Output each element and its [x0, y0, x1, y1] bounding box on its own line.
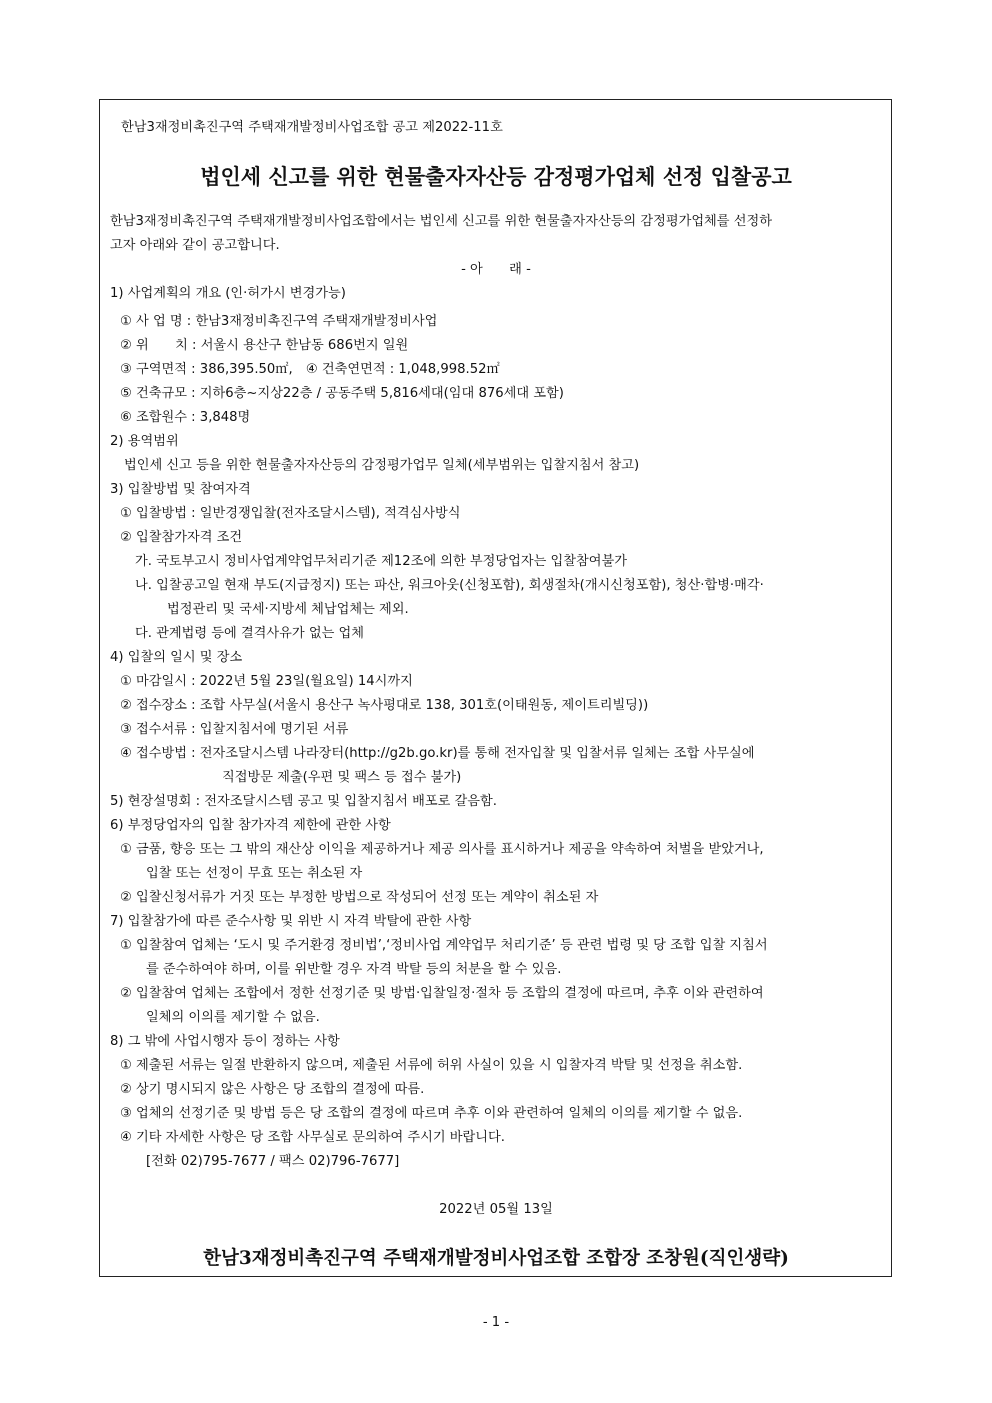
member-count: ⑥ 조합원수 : 3,848명	[120, 410, 251, 425]
project-name: ① 사 업 명 : 한남3재정비촉진구역 주택재개발정비사업	[120, 314, 438, 329]
qualification-c: 다. 관계법령 등에 결격사유가 없는 업체	[135, 626, 364, 641]
submission-method-line-2: 직접방문 제출(우편 및 팩스 등 접수 불가)	[222, 770, 462, 785]
bid-qualification: ② 입찰참가자격 조건	[120, 530, 243, 545]
qualification-b-line-1: 나. 입찰공고일 현재 부도(지급정지) 또는 파산, 워크아웃(신청포함), 회생절차(개시신청포함), 청산·합병·매각·	[135, 578, 764, 593]
section-7-heading: 7) 입찰참가에 따른 준수사항 및 위반 시 자격 박탈에 관한 사항	[110, 914, 472, 929]
service-scope: 법인세 신고 등을 위한 현물출자자산등의 감정평가업무 일체(세부범위는 입찰지침서 참고)	[124, 458, 640, 473]
contact-info: [전화 02)795-7677 / 팩스 02)796-7677]	[146, 1154, 400, 1169]
intro-line-2: 고자 아래와 같이 공고합니다.	[110, 238, 280, 253]
project-location: ② 위 치 : 서울시 용산구 한남동 686번지 일원	[120, 338, 409, 353]
notice-number: 한남3재정비촉진구역 주택재개발정비사업조합 공고 제2022-11호	[121, 120, 503, 135]
notice-title: 법인세 신고를 위한 현물출자자산등 감정평가업체 선정 입찰공고	[200, 164, 792, 189]
section-4-heading: 4) 입찰의 일시 및 장소	[110, 650, 243, 665]
submission-method-line-1: ④ 접수방법 : 전자조달시스템 나라장터(http://g2b.go.kr)를 통해 전자입찰 및 입찰서류 일체는 조합 사무실에	[120, 746, 755, 761]
project-scale: ⑤ 건축규모 : 지하6층~지상22층 / 공동주택 5,816세대(임대 876세대 포함)	[120, 386, 564, 401]
page-number: - 1 -	[482, 1315, 510, 1330]
restriction-2: ② 입찰신청서류가 거짓 또는 부정한 방법으로 작성되어 선정 또는 계약이 취소된 자	[120, 890, 599, 905]
section-8-heading: 8) 그 밖에 사업시행자 등이 정하는 사항	[110, 1034, 340, 1049]
compliance-2-line-2: 일체의 이의를 제기할 수 없음.	[146, 1010, 320, 1025]
below-heading: - 아 래 -	[461, 262, 531, 277]
signer: 한남3재정비촉진구역 주택재개발정비사업조합 조합장 조창원(직인생략)	[203, 1248, 789, 1269]
other-item-1: ① 제출된 서류는 일절 반환하지 않으며, 제출된 서류에 허위 사실이 있을 시 입찰자격 박탈 및 선정을 취소함.	[120, 1058, 743, 1073]
compliance-1-line-1: ① 입찰참여 업체는 ‘도시 및 주거환경 정비법’,‘정비사업 계약업무 처리기준’ 등 관련 법령 및 당 조합 입찰 지침서	[120, 938, 768, 953]
notice-date: 2022년 05월 13일	[439, 1202, 553, 1217]
submission-documents: ③ 접수서류 : 입찰지침서에 명기된 서류	[120, 722, 349, 737]
other-item-4: ④ 기타 자세한 사항은 당 조합 사무실로 문의하여 주시기 바랍니다.	[120, 1130, 505, 1145]
qualification-a: 가. 국토부고시 정비사업계약업무처리기준 제12조에 의한 부정당업자는 입찰참여불가	[135, 554, 627, 569]
other-item-3: ③ 업체의 선정기준 및 방법 등은 당 조합의 결정에 따르며 추후 이와 관련하여 일체의 이의를 제기할 수 없음.	[120, 1106, 743, 1121]
submission-place: ② 접수장소 : 조합 사무실(서울시 용산구 녹사평대로 138, 301호(이태원동, 제이트리빌딩))	[120, 698, 649, 713]
qualification-b-line-2: 법정관리 및 국세·지방세 체납업체는 제외.	[167, 602, 409, 617]
compliance-1-line-2: 를 준수하여야 하며, 이를 위반할 경우 자격 박탈 등의 처분을 할 수 있음.	[146, 962, 562, 977]
restriction-1-line-1: ① 금품, 향응 또는 그 밖의 재산상 이익을 제공하거나 제공 의사를 표시하거나 제공을 약속하여 처벌을 받았거나,	[120, 842, 764, 857]
restriction-1-line-2: 입찰 또는 선정이 무효 또는 취소된 자	[146, 866, 363, 881]
section-3-heading: 3) 입찰방법 및 참여자격	[110, 482, 251, 497]
project-area: ③ 구역면적 : 386,395.50㎡, ④ 건축연면적 : 1,048,998.52㎡	[120, 362, 500, 377]
compliance-2-line-1: ② 입찰참여 업체는 조합에서 정한 선정기준 및 방법·입찰일정·절차 등 조합의 결정에 따르며, 추후 이와 관련하여	[120, 986, 764, 1001]
deadline: ① 마감일시 : 2022년 5월 23일(월요일) 14시까지	[120, 674, 413, 689]
section-1-heading: 1) 사업계획의 개요 (인·허가시 변경가능)	[110, 286, 346, 301]
section-6-heading: 6) 부정당업자의 입찰 참가자격 제한에 관한 사항	[110, 818, 391, 833]
intro-line-1: 한남3재정비촉진구역 주택재개발정비사업조합에서는 법인세 신고를 위한 현물출자자산등의 감정평가업체를 선정하	[110, 214, 772, 229]
section-5-heading: 5) 현장설명회 : 전자조달시스템 공고 및 입찰지침서 배포로 갈음함.	[110, 794, 497, 809]
other-item-2: ② 상기 명시되지 않은 사항은 당 조합의 결정에 따름.	[120, 1082, 425, 1097]
bid-method: ① 입찰방법 : 일반경쟁입찰(전자조달시스템), 적격심사방식	[120, 506, 461, 521]
section-2-heading: 2) 용역범위	[110, 434, 179, 449]
